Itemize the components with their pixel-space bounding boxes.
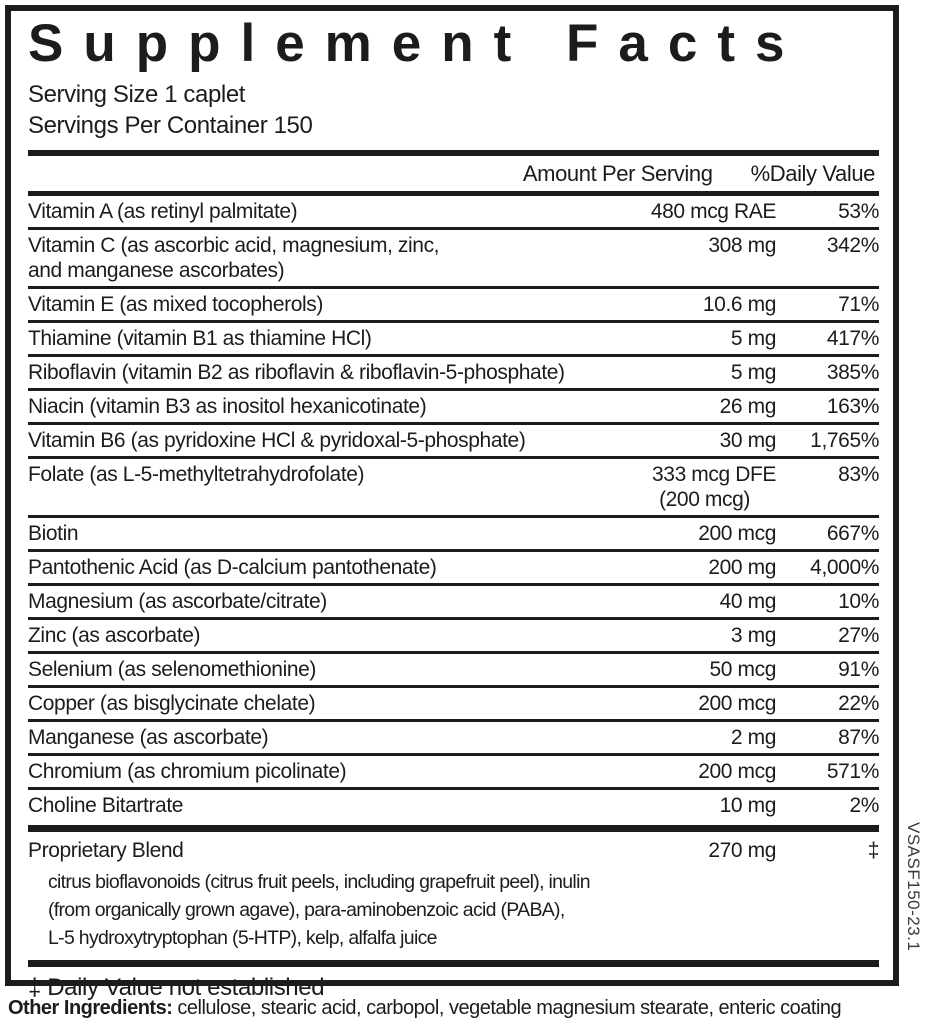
nutrient-row-pantothenic-acid <box>28 552 879 583</box>
daily-value-footnote: ‡ Daily Value not established <box>28 974 325 1002</box>
nutrient-amount: 308 mg <box>708 234 776 258</box>
nutrient-daily-value: 53% <box>838 200 879 224</box>
nutrient-row-selenium <box>28 654 879 685</box>
divider-thick-footnote <box>28 960 879 967</box>
nutrient-amount: 26 mg <box>719 395 776 419</box>
nutrient-row-vitamin-a <box>28 196 879 227</box>
other-ingredients-label: Other Ingredients: <box>8 997 173 1019</box>
nutrient-row-vitamin-c <box>28 230 879 286</box>
nutrient-name-line2: and manganese ascorbates) <box>28 259 285 283</box>
nutrient-name: Choline Bitartrate <box>28 794 184 818</box>
divider-thick-blend <box>28 825 879 832</box>
nutrient-daily-value: 385% <box>826 361 879 385</box>
nutrient-row-proprietary-blend <box>28 832 879 866</box>
nutrient-amount: 270 mg <box>708 839 776 863</box>
header-amount-per-serving: Amount Per Serving <box>522 161 713 187</box>
table-header <box>28 156 879 191</box>
nutrient-amount: 10.6 mg <box>702 293 776 317</box>
nutrient-daily-value: 1,765% <box>810 429 879 453</box>
nutrient-name <box>28 233 708 283</box>
nutrient-row-zinc <box>28 620 879 651</box>
other-ingredients <box>8 993 930 1023</box>
nutrient-name: Manganese (as ascorbate) <box>28 726 269 750</box>
serving-info <box>28 79 879 141</box>
nutrient-row-vitamin-b6 <box>28 425 879 456</box>
nutrient-daily-value: 87% <box>838 726 879 750</box>
nutrient-amount-line2: (200 mcg) <box>659 488 750 512</box>
nutrient-name: Vitamin A (as retinyl palmitate) <box>28 200 298 224</box>
nutrient-name: Proprietary Blend <box>28 839 184 863</box>
nutrient-amount: 40 mg <box>719 590 776 614</box>
other-ingredients-text: cellulose, stearic acid, carbopol, vegetable magnesium stearate, enteric coating <box>172 997 842 1019</box>
nutrient-daily-value: 667% <box>826 522 879 546</box>
nutrient-amount: 30 mg <box>719 429 776 453</box>
nutrient-row-niacin <box>28 391 879 422</box>
nutrient-name: Vitamin B6 (as pyridoxine HCl & pyridoxal-5-phosphate) <box>28 429 526 453</box>
nutrient-daily-value: 571% <box>826 760 879 784</box>
nutrient-daily-value: 83% <box>838 463 879 487</box>
nutrient-row-magnesium <box>28 586 879 617</box>
nutrient-daily-value: ‡ <box>867 839 879 863</box>
nutrient-daily-value: 2% <box>849 794 879 818</box>
nutrient-amount: 200 mcg <box>698 760 776 784</box>
nutrient-daily-value: 71% <box>838 293 879 317</box>
nutrient-name: Magnesium (as ascorbate/citrate) <box>28 590 327 614</box>
nutrient-amount <box>652 462 776 512</box>
nutrient-daily-value: 10% <box>838 590 879 614</box>
nutrient-row-thiamine <box>28 323 879 354</box>
nutrient-amount: 200 mcg <box>698 522 776 546</box>
nutrient-row-folate <box>28 459 879 515</box>
nutrient-row-riboflavin <box>28 357 879 388</box>
nutrient-row-choline-bitartrate <box>28 790 879 821</box>
nutrient-amount-line1: 333 mcg DFE <box>652 463 776 487</box>
serving-size: Serving Size 1 caplet <box>28 81 246 109</box>
blend-description-line1: citrus bioflavonoids (citrus fruit peels, including grapefruit peel), inulin <box>48 871 590 894</box>
nutrient-daily-value: 22% <box>838 692 879 716</box>
servings-per-container: Servings Per Container 150 <box>28 112 313 140</box>
nutrient-amount: 5 mg <box>730 327 776 351</box>
nutrient-name: Copper (as bisglycinate chelate) <box>28 692 316 716</box>
nutrient-row-copper <box>28 688 879 719</box>
nutrient-name: Zinc (as ascorbate) <box>28 624 201 648</box>
nutrient-daily-value: 342% <box>826 234 879 258</box>
nutrient-daily-value: 91% <box>838 658 879 682</box>
nutrient-row-vitamin-e <box>28 289 879 320</box>
nutrient-name: Riboflavin (vitamin B2 as riboflavin & riboflavin-5-phosphate) <box>28 361 565 385</box>
nutrient-row-biotin <box>28 518 879 549</box>
nutrient-row-manganese <box>28 722 879 753</box>
header-daily-value: %Daily Value <box>750 161 875 187</box>
supplement-facts-panel <box>5 5 899 1002</box>
nutrient-amount: 10 mg <box>719 794 776 818</box>
nutrient-amount: 200 mcg <box>698 692 776 716</box>
nutrient-amount: 480 mcg RAE <box>650 200 776 224</box>
label-side-code: VSASF150-23.1 <box>904 822 923 952</box>
nutrient-daily-value: 4,000% <box>810 556 879 580</box>
nutrient-amount: 3 mg <box>730 624 776 648</box>
nutrient-amount: 2 mg <box>730 726 776 750</box>
blend-description-line2: (from organically grown agave), para-aminobenzoic acid (PABA), <box>48 899 565 922</box>
proprietary-blend-description <box>28 866 879 960</box>
nutrient-name: Vitamin E (as mixed tocopherols) <box>28 293 323 317</box>
nutrient-name: Pantothenic Acid (as D-calcium pantothenate) <box>28 556 437 580</box>
nutrient-name: Biotin <box>28 522 79 546</box>
nutrient-name: Niacin (vitamin B3 as inositol hexanicotinate) <box>28 395 427 419</box>
blend-description-line3: L-5 hydroxytryptophan (5-HTP), kelp, alfalfa juice <box>48 927 437 950</box>
nutrient-name-line1: Vitamin C (as ascorbic acid, magnesium, zinc, <box>28 234 440 258</box>
nutrient-daily-value: 163% <box>826 395 879 419</box>
nutrient-daily-value: 27% <box>838 624 879 648</box>
nutrient-name: Folate (as L-5-methyltetrahydrofolate) <box>28 463 365 487</box>
facts-title: Supplement Facts <box>28 14 805 73</box>
nutrient-amount: 200 mg <box>708 556 776 580</box>
nutrient-amount: 50 mcg <box>709 658 776 682</box>
nutrient-name: Selenium (as selenomethionine) <box>28 658 316 682</box>
nutrient-daily-value: 417% <box>826 327 879 351</box>
nutrient-row-chromium <box>28 756 879 787</box>
nutrient-name: Thiamine (vitamin B1 as thiamine HCl) <box>28 327 372 351</box>
nutrient-amount: 5 mg <box>730 361 776 385</box>
nutrient-name: Chromium (as chromium picolinate) <box>28 760 347 784</box>
